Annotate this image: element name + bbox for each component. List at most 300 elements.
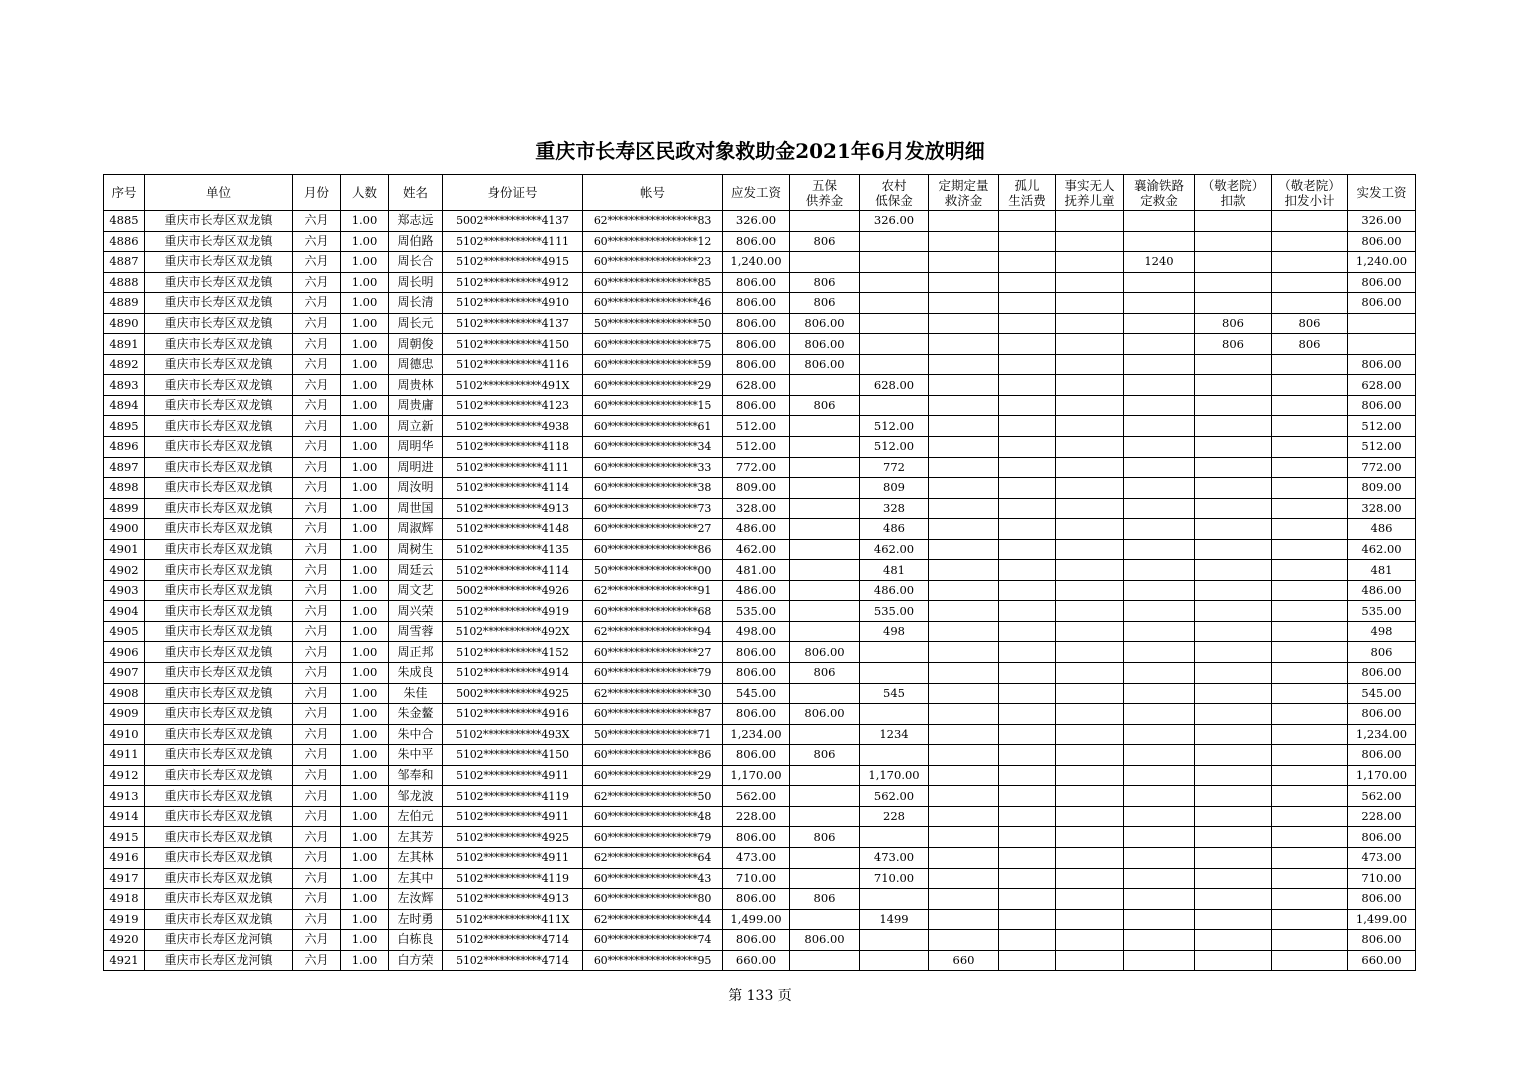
table-cell: 806 (790, 272, 860, 293)
table-cell: 白栋良 (389, 930, 443, 951)
table-cell: 1.00 (341, 806, 389, 827)
table-cell: 806.00 (1348, 745, 1416, 766)
table-cell: 512.00 (860, 416, 929, 437)
table-cell (929, 889, 999, 910)
table-cell (929, 231, 999, 252)
table-cell (790, 457, 860, 478)
table-cell (1056, 704, 1124, 725)
table-cell: 806 (1272, 334, 1348, 355)
table-cell: 六月 (293, 868, 341, 889)
table-cell: 4893 (104, 375, 145, 396)
table-cell (1195, 231, 1272, 252)
table-cell: 806.00 (1348, 663, 1416, 684)
table-cell: 六月 (293, 806, 341, 827)
table-cell: 806.00 (1348, 889, 1416, 910)
table-cell: 重庆市长寿区龙河镇 (145, 930, 293, 951)
table-cell (860, 293, 929, 314)
table-cell (999, 252, 1056, 273)
table-cell: 710.00 (723, 868, 790, 889)
table-cell: 660.00 (723, 950, 790, 971)
table-cell: 5102***********4938 (443, 416, 583, 437)
table-cell (1195, 663, 1272, 684)
table-cell (790, 211, 860, 232)
table-cell (1272, 745, 1348, 766)
table-cell (1124, 724, 1195, 745)
table-cell: 周明进 (389, 457, 443, 478)
table-cell (860, 313, 929, 334)
table-cell (1195, 457, 1272, 478)
table-row (104, 765, 1416, 786)
table-cell: 朱中平 (389, 745, 443, 766)
table-cell: 806 (790, 827, 860, 848)
table-cell: 5102***********4111 (443, 231, 583, 252)
table-cell: 左其芳 (389, 827, 443, 848)
table-cell: 60*****************79 (583, 663, 723, 684)
table-cell: 4920 (104, 930, 145, 951)
table-cell: 重庆市长寿区双龙镇 (145, 334, 293, 355)
table-row (104, 478, 1416, 499)
table-cell: 六月 (293, 745, 341, 766)
table-cell: 772 (860, 457, 929, 478)
table-cell: 周长明 (389, 272, 443, 293)
table-cell (1124, 437, 1195, 458)
table-cell (1056, 930, 1124, 951)
table-cell (1124, 704, 1195, 725)
table-cell (929, 519, 999, 540)
table-cell: 62*****************44 (583, 909, 723, 930)
table-cell (1056, 950, 1124, 971)
table-cell: 60*****************29 (583, 375, 723, 396)
table-cell: 4903 (104, 580, 145, 601)
table-cell (1195, 704, 1272, 725)
table-cell (1272, 704, 1348, 725)
table-cell: 710.00 (860, 868, 929, 889)
table-cell: 60*****************23 (583, 252, 723, 273)
table-cell (1056, 437, 1124, 458)
table-cell: 806 (1348, 642, 1416, 663)
table-cell (1056, 375, 1124, 396)
column-header: 应发工资 (723, 175, 790, 211)
table-cell (929, 211, 999, 232)
table-cell (929, 395, 999, 416)
page-number: 第 133 页 (728, 988, 792, 1004)
table-cell (1272, 354, 1348, 375)
table-cell (1272, 847, 1348, 868)
table-cell: 806.00 (1348, 293, 1416, 314)
table-cell: 4912 (104, 765, 145, 786)
table-cell: 1.00 (341, 395, 389, 416)
table-cell: 806.00 (790, 930, 860, 951)
table-cell: 5102***********4135 (443, 539, 583, 560)
table-cell: 5102***********4114 (443, 560, 583, 581)
table-cell: 481 (860, 560, 929, 581)
table-cell (929, 601, 999, 622)
table-cell: 1.00 (341, 416, 389, 437)
table-cell: 5102***********4714 (443, 950, 583, 971)
table-row (104, 663, 1416, 684)
table-cell: 806.00 (790, 642, 860, 663)
table-cell (999, 580, 1056, 601)
table-cell: 628.00 (860, 375, 929, 396)
table-cell: 498.00 (723, 621, 790, 642)
table-cell (1195, 539, 1272, 560)
table-cell (1124, 868, 1195, 889)
table-cell (1272, 601, 1348, 622)
table-cell: 周长清 (389, 293, 443, 314)
column-header: 人数 (341, 175, 389, 211)
table-cell (1272, 560, 1348, 581)
table-cell (1195, 560, 1272, 581)
table-cell: 4907 (104, 663, 145, 684)
table-cell: 重庆市长寿区双龙镇 (145, 354, 293, 375)
table-cell (1195, 930, 1272, 951)
table-cell: 806.00 (723, 354, 790, 375)
table-cell: 1.00 (341, 930, 389, 951)
table-cell: 60*****************73 (583, 498, 723, 519)
table-cell (1195, 827, 1272, 848)
table-cell: 4916 (104, 847, 145, 868)
table-cell: 周伯路 (389, 231, 443, 252)
table-cell: 60*****************95 (583, 950, 723, 971)
table-cell (790, 868, 860, 889)
table-cell (1272, 293, 1348, 314)
table-cell (1124, 354, 1195, 375)
table-cell: 512.00 (1348, 416, 1416, 437)
table-cell: 60*****************12 (583, 231, 723, 252)
table-cell: 六月 (293, 231, 341, 252)
table-cell: 六月 (293, 663, 341, 684)
table-row (104, 395, 1416, 416)
table-cell (999, 416, 1056, 437)
table-cell: 5102***********4911 (443, 806, 583, 827)
table-cell: 806.00 (723, 930, 790, 951)
table-cell: 473.00 (1348, 847, 1416, 868)
table-cell (999, 293, 1056, 314)
table-cell: 5102***********4111 (443, 457, 583, 478)
table-cell (860, 642, 929, 663)
table-cell (999, 765, 1056, 786)
table-cell: 60*****************48 (583, 806, 723, 827)
table-row (104, 354, 1416, 375)
table-row (104, 909, 1416, 930)
table-cell (1056, 601, 1124, 622)
table-cell: 1.00 (341, 642, 389, 663)
table-cell: 806.00 (723, 293, 790, 314)
table-cell: 周淑辉 (389, 519, 443, 540)
table-cell (1272, 683, 1348, 704)
table-cell: 806.00 (723, 272, 790, 293)
table-cell (999, 930, 1056, 951)
table-cell: 重庆市长寿区双龙镇 (145, 498, 293, 519)
table-cell (1195, 765, 1272, 786)
table-row (104, 560, 1416, 581)
table-cell: 535.00 (860, 601, 929, 622)
table-cell (999, 272, 1056, 293)
table-cell: 562.00 (1348, 786, 1416, 807)
table-cell (999, 313, 1056, 334)
table-cell (1056, 211, 1124, 232)
table-cell: 周贵林 (389, 375, 443, 396)
table-cell (929, 786, 999, 807)
table-row (104, 539, 1416, 560)
table-cell: 1.00 (341, 868, 389, 889)
column-header: 帐号 (583, 175, 723, 211)
table-cell (790, 498, 860, 519)
table-cell: 4888 (104, 272, 145, 293)
table-cell (1124, 519, 1195, 540)
table-cell: 1,170.00 (860, 765, 929, 786)
table-cell (929, 560, 999, 581)
table-cell (929, 416, 999, 437)
table-cell: 4895 (104, 416, 145, 437)
table-cell: 4901 (104, 539, 145, 560)
table-cell (1056, 868, 1124, 889)
table-cell (999, 889, 1056, 910)
table-cell: 重庆市长寿区双龙镇 (145, 663, 293, 684)
table-cell: 486.00 (723, 580, 790, 601)
table-cell: 4914 (104, 806, 145, 827)
table-cell: 806.00 (790, 334, 860, 355)
table-cell (1195, 354, 1272, 375)
table-cell: 462.00 (1348, 539, 1416, 560)
table-cell (929, 847, 999, 868)
table-cell (1124, 642, 1195, 663)
table-cell (790, 601, 860, 622)
table-cell (860, 745, 929, 766)
table-cell: 六月 (293, 272, 341, 293)
table-cell: 806.00 (790, 354, 860, 375)
table-cell: 5102***********4915 (443, 252, 583, 273)
table-cell: 朱成良 (389, 663, 443, 684)
table-cell: 4896 (104, 437, 145, 458)
table-cell (929, 437, 999, 458)
table-cell (790, 478, 860, 499)
table-cell: 六月 (293, 601, 341, 622)
column-header: 五保 供养金 (790, 175, 860, 211)
table-cell (1124, 847, 1195, 868)
table-cell (1124, 580, 1195, 601)
table-cell (1124, 478, 1195, 499)
table-cell: 六月 (293, 724, 341, 745)
table-cell (790, 950, 860, 971)
table-cell (1272, 272, 1348, 293)
table-cell: 六月 (293, 580, 341, 601)
table-cell: 5102***********411X (443, 909, 583, 930)
table-cell (999, 847, 1056, 868)
table-cell (999, 642, 1056, 663)
table-cell (790, 909, 860, 930)
table-cell: 5102***********4137 (443, 313, 583, 334)
table-cell: 5102***********4114 (443, 478, 583, 499)
table-cell: 4913 (104, 786, 145, 807)
table-cell (1124, 313, 1195, 334)
table-cell (1056, 580, 1124, 601)
table-row (104, 252, 1416, 273)
table-cell (1056, 786, 1124, 807)
table-cell: 1.00 (341, 786, 389, 807)
table-cell (1272, 621, 1348, 642)
table-cell: 1,499.00 (723, 909, 790, 930)
table-cell (929, 683, 999, 704)
table-cell: 5102***********4914 (443, 663, 583, 684)
table-cell (1195, 621, 1272, 642)
table-cell (929, 806, 999, 827)
table-cell: 1.00 (341, 847, 389, 868)
table-cell: 周贵庸 (389, 395, 443, 416)
table-cell: 60*****************86 (583, 745, 723, 766)
table-cell (1124, 293, 1195, 314)
column-header: 农村 低保金 (860, 175, 929, 211)
table-cell: 772.00 (1348, 457, 1416, 478)
table-cell: 806.00 (723, 889, 790, 910)
table-cell (860, 930, 929, 951)
table-row (104, 868, 1416, 889)
table-cell (860, 252, 929, 273)
table-cell: 周文艺 (389, 580, 443, 601)
table-row (104, 704, 1416, 725)
table-cell: 1.00 (341, 457, 389, 478)
table-cell (1272, 478, 1348, 499)
table-cell: 周立新 (389, 416, 443, 437)
table-cell (929, 293, 999, 314)
table-cell: 1,234.00 (723, 724, 790, 745)
table-row (104, 847, 1416, 868)
table-cell: 462.00 (860, 539, 929, 560)
table-cell: 809.00 (1348, 478, 1416, 499)
table-row (104, 334, 1416, 355)
table-cell: 806.00 (1348, 827, 1416, 848)
table-cell (1056, 272, 1124, 293)
table-cell: 1.00 (341, 827, 389, 848)
table-cell: 1.00 (341, 539, 389, 560)
table-cell (929, 868, 999, 889)
table-cell: 228 (860, 806, 929, 827)
table-row (104, 745, 1416, 766)
table-cell: 六月 (293, 395, 341, 416)
table-cell (1124, 231, 1195, 252)
table-cell: 228.00 (723, 806, 790, 827)
table-cell (1056, 519, 1124, 540)
table-cell: 六月 (293, 437, 341, 458)
table-cell: 1.00 (341, 293, 389, 314)
table-cell (1272, 498, 1348, 519)
table-cell (1195, 395, 1272, 416)
table-cell: 1.00 (341, 252, 389, 273)
table-cell: 重庆市长寿区双龙镇 (145, 889, 293, 910)
table-cell (1124, 889, 1195, 910)
table-cell (999, 909, 1056, 930)
table-cell: 806 (1272, 313, 1348, 334)
table-cell (790, 519, 860, 540)
table-cell: 4917 (104, 868, 145, 889)
table-cell: 1.00 (341, 478, 389, 499)
table-cell: 806 (790, 293, 860, 314)
table-cell: 5102***********4911 (443, 847, 583, 868)
table-cell: 5102***********491X (443, 375, 583, 396)
table-cell (1272, 868, 1348, 889)
table-cell: 5102***********493X (443, 724, 583, 745)
table-cell: 重庆市长寿区双龙镇 (145, 909, 293, 930)
table-cell (1124, 539, 1195, 560)
table-cell: 806.00 (723, 704, 790, 725)
table-cell (1272, 889, 1348, 910)
table-cell: 60*****************34 (583, 437, 723, 458)
table-cell: 1.00 (341, 334, 389, 355)
table-cell: 4906 (104, 642, 145, 663)
table-cell: 562.00 (723, 786, 790, 807)
table-cell: 六月 (293, 252, 341, 273)
table-cell (1272, 416, 1348, 437)
table-cell: 周廷云 (389, 560, 443, 581)
table-cell: 重庆市长寿区双龙镇 (145, 395, 293, 416)
table-cell: 5102***********4925 (443, 827, 583, 848)
table-cell (999, 704, 1056, 725)
table-cell: 4900 (104, 519, 145, 540)
table-row (104, 437, 1416, 458)
table-cell: 545.00 (1348, 683, 1416, 704)
table-cell (790, 580, 860, 601)
table-cell: 5102***********4714 (443, 930, 583, 951)
table-cell: 806.00 (1348, 395, 1416, 416)
table-cell (1056, 354, 1124, 375)
table-cell: 806.00 (723, 827, 790, 848)
table-cell: 六月 (293, 375, 341, 396)
table-cell: 重庆市长寿区双龙镇 (145, 437, 293, 458)
table-cell: 512.00 (1348, 437, 1416, 458)
table-cell (929, 498, 999, 519)
table-cell: 4902 (104, 560, 145, 581)
table-cell: 左时勇 (389, 909, 443, 930)
table-cell: 562.00 (860, 786, 929, 807)
table-cell: 60*****************15 (583, 395, 723, 416)
table-cell: 772.00 (723, 457, 790, 478)
table-cell: 六月 (293, 642, 341, 663)
table-cell: 806.00 (723, 395, 790, 416)
table-cell (929, 478, 999, 499)
table-cell: 5102***********4913 (443, 889, 583, 910)
table-cell (999, 601, 1056, 622)
table-cell: 4886 (104, 231, 145, 252)
table-row (104, 827, 1416, 848)
table-cell: 4897 (104, 457, 145, 478)
relief-payment-table (103, 174, 1416, 971)
table-cell: 806 (790, 663, 860, 684)
table-cell (929, 580, 999, 601)
table-cell (790, 252, 860, 273)
table-cell (999, 478, 1056, 499)
table-cell: 左其林 (389, 847, 443, 868)
table-cell: 4898 (104, 478, 145, 499)
table-cell (1124, 806, 1195, 827)
table-cell: 4918 (104, 889, 145, 910)
table-cell: 4909 (104, 704, 145, 725)
table-cell: 1.00 (341, 704, 389, 725)
column-header: 孤儿 生活费 (999, 175, 1056, 211)
table-cell: 周长元 (389, 313, 443, 334)
table-cell: 326.00 (723, 211, 790, 232)
table-cell (790, 560, 860, 581)
table-cell: 535.00 (1348, 601, 1416, 622)
table-cell: 5102***********4913 (443, 498, 583, 519)
table-cell (1195, 745, 1272, 766)
table-cell (929, 663, 999, 684)
table-cell: 六月 (293, 827, 341, 848)
table-cell: 5102***********4910 (443, 293, 583, 314)
table-cell: 1.00 (341, 437, 389, 458)
table-row (104, 642, 1416, 663)
table-cell (1272, 724, 1348, 745)
table-row (104, 211, 1416, 232)
